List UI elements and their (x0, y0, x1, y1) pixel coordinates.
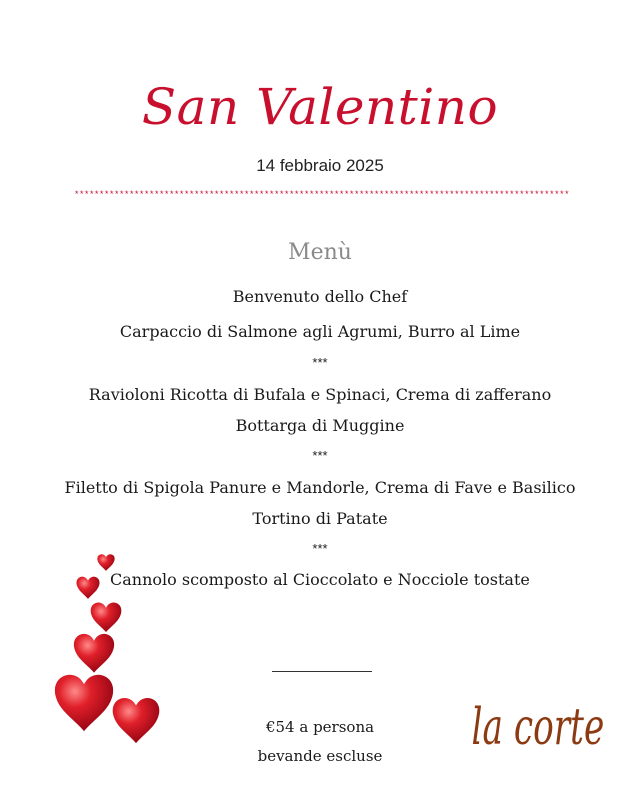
menu-item-side: Tortino di Patate (252, 509, 388, 528)
menu-item-main-course: Filetto di Spigola Panure e Mandorle, Crema di Fave e Basilico (64, 478, 576, 497)
menu-item-first-course: Ravioloni Ricotta di Bufala e Spinaci, Crema di zafferano (88, 385, 552, 404)
price-label: €54 a persona (265, 718, 375, 736)
menu-item-welcome: Benvenuto dello Chef (232, 287, 408, 306)
menu-item-starter: Carpaccio di Salmone agli Agrumi, Burro al Lime (119, 322, 521, 341)
event-date: 14 febbraio 2025 (256, 156, 384, 175)
page-title: San Valentino (141, 78, 499, 136)
menu-item-first-course-topping: Bottarga di Muggine (235, 416, 405, 435)
logo-text: la corte (471, 698, 605, 757)
divider-line (272, 671, 372, 672)
course-separator: *** (312, 448, 328, 463)
restaurant-logo (470, 668, 605, 758)
decorative-separator: *************************************************************************************************** (74, 190, 570, 200)
hearts-icon (40, 545, 180, 755)
course-separator: *** (312, 541, 328, 556)
menu-item-dessert: Cannolo scomposto al Cioccolato e Nocciole tostate (110, 570, 530, 589)
course-separator: *** (312, 355, 328, 370)
drinks-note: bevande escluse (257, 747, 383, 765)
menu-heading: Menù (288, 240, 352, 265)
